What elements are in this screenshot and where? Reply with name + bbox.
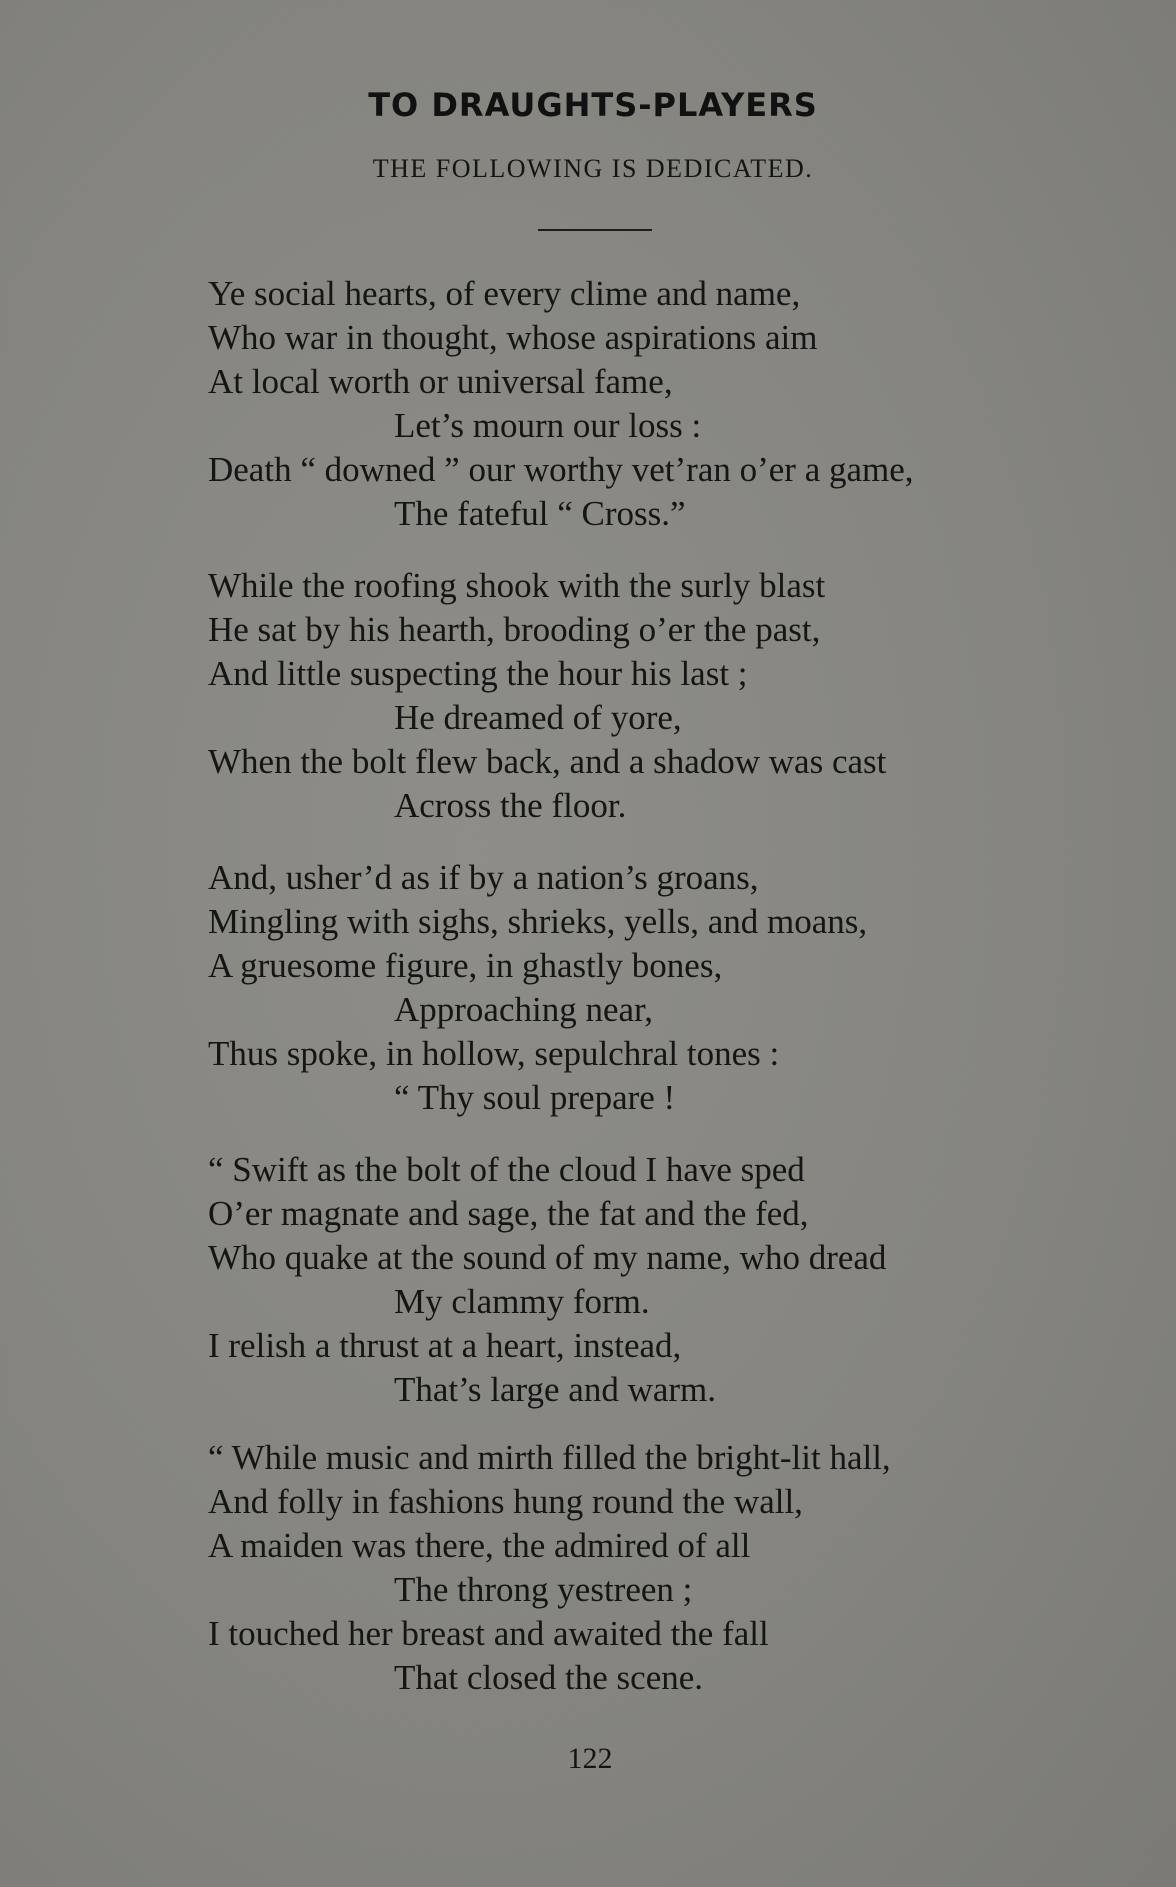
poem-line: While the roofing shook with the surly blast — [208, 566, 826, 605]
poem-line: Death “ downed ” our worthy vet’ran o’er a game, — [208, 450, 914, 489]
poem-line-indented: Let’s mourn our loss : — [394, 406, 702, 445]
stanza-break — [208, 536, 1138, 564]
poem-line: Who war in thought, whose aspirations aim — [208, 318, 818, 357]
page-number: 122 — [567, 1742, 613, 1775]
dedication-subtitle: THE FOLLOWING IS DEDICATED. — [372, 154, 814, 183]
poem-line: O’er magnate and sage, the fat and the fed, — [208, 1194, 809, 1233]
stanza-2 — [208, 564, 1138, 828]
poem-line-indented: That’s large and warm. — [394, 1370, 717, 1409]
poem-line-indented: Approaching near, — [394, 990, 654, 1029]
poem-line: I touched her breast and awaited the fall — [208, 1614, 769, 1653]
poem-line: A maiden was there, the admired of all — [208, 1526, 751, 1565]
poem-line-indented: Across the floor. — [394, 786, 627, 825]
poem-line: Who quake at the sound of my name, who dread — [208, 1238, 887, 1277]
poem-line: When the bolt flew back, and a shadow was cast — [208, 742, 887, 781]
poem-line-indented: He dreamed of yore, — [394, 698, 682, 737]
poem-line: I relish a thrust at a heart, instead, — [208, 1326, 682, 1365]
poem-line-indented: The fateful “ Cross.” — [394, 494, 686, 533]
poem-line: He sat by his hearth, brooding o’er the past, — [208, 610, 821, 649]
poem-line: “ Swift as the bolt of the cloud I have sped — [208, 1150, 805, 1189]
stanza-3 — [208, 856, 1138, 1120]
stanza-5 — [208, 1436, 1138, 1700]
poem-line-indented: The throng yestreen ; — [394, 1570, 693, 1609]
poem-line: A gruesome figure, in ghastly bones, — [208, 946, 723, 985]
poem-line: And folly in fashions hung round the wall, — [208, 1482, 803, 1521]
poem-title: TO DRAUGHTS-PLAYERS — [368, 86, 818, 124]
stanza-break — [208, 828, 1138, 856]
poem-line: Thus spoke, in hollow, sepulchral tones : — [208, 1034, 780, 1073]
poem-line-indented: That closed the scene. — [394, 1658, 704, 1697]
poem-line: And little suspecting the hour his last ; — [208, 654, 748, 693]
poem-line-indented: “ Thy soul prepare ! — [394, 1078, 676, 1117]
poem-body — [208, 272, 1138, 1700]
poem-line: At local worth or universal fame, — [208, 362, 673, 401]
stanza-4 — [208, 1148, 1138, 1412]
poem-line-indented: My clammy form. — [394, 1282, 650, 1321]
stanza-break — [208, 1120, 1138, 1148]
stanza-break — [208, 1412, 1138, 1436]
poem-line: Mingling with sighs, shrieks, yells, and moans, — [208, 902, 868, 941]
poem-line: “ While music and mirth filled the bright-lit hall, — [208, 1438, 891, 1477]
stanza-1 — [208, 272, 1138, 536]
poem-line: And, usher’d as if by a nation’s groans, — [208, 858, 759, 897]
poem-line: Ye social hearts, of every clime and name, — [208, 274, 801, 313]
title-divider — [538, 229, 652, 231]
